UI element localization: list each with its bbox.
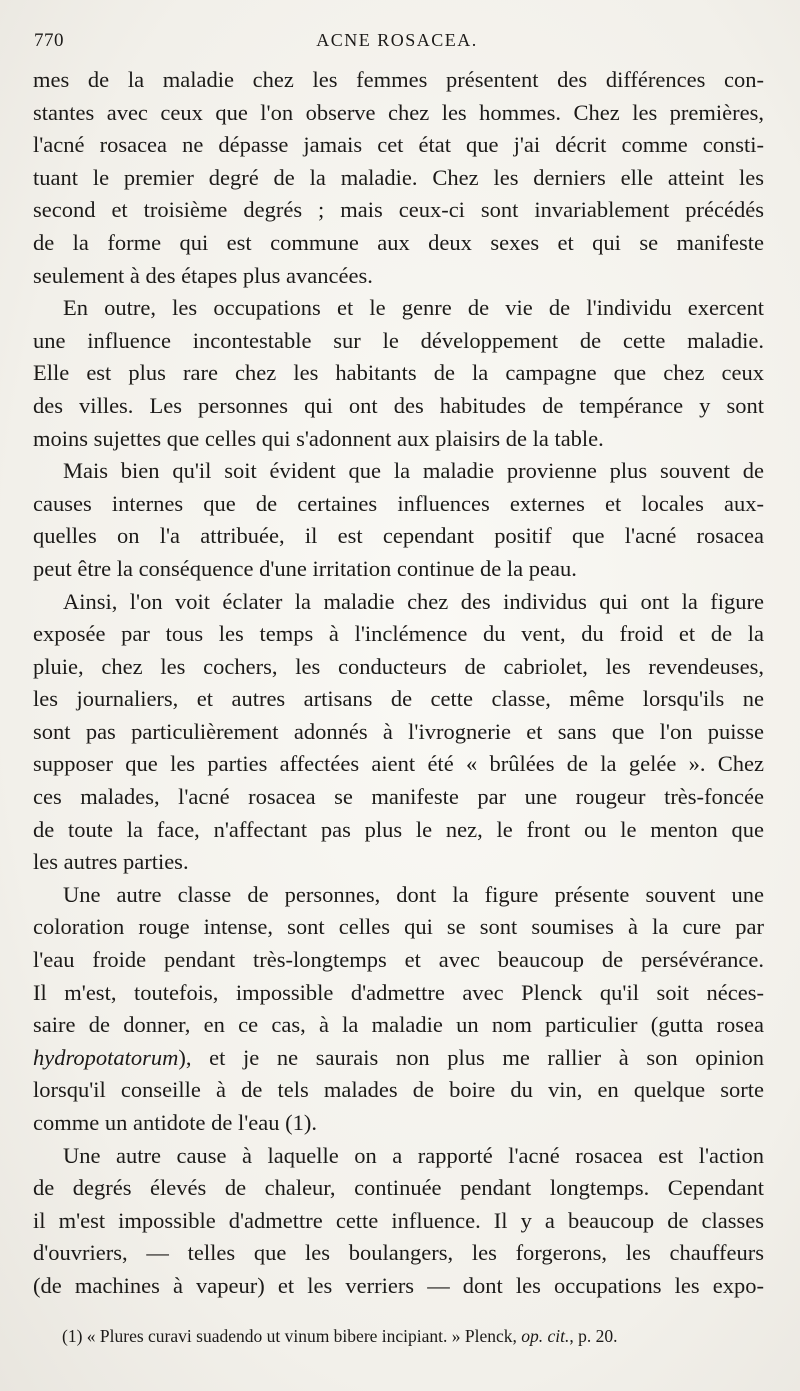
text-line: stantes avec ceux que l'on observe chez les hommes. Chez les premières, xyxy=(33,99,764,125)
text-line: lorsqu'il conseille à de tels malades de boire du vin, en quelque sorte xyxy=(33,1077,764,1103)
footnote-text-end: , p. 20. xyxy=(569,1326,618,1346)
text-line: tuant le premier degré de la maladie. Chez les derniers elle atteint les xyxy=(33,164,764,190)
text-line: causes internes que de certaines influences externes et locales aux- xyxy=(33,490,764,516)
text-line: Mais bien qu'il soit évident que la maladie provienne plus souvent de xyxy=(63,458,764,484)
text-line: de la forme qui est commune aux deux sexes et qui se manifeste xyxy=(33,229,764,255)
text-line: il m'est impossible d'admettre cette influence. Il y a beaucoup de classes xyxy=(33,1207,764,1233)
footnote-text: « Plures curavi suadendo ut vinum bibere incipiant. » Plenck, xyxy=(86,1326,517,1346)
text-line: sont pas particulièrement adonnés à l'ivrognerie et sans que l'on puisse xyxy=(33,718,764,744)
text-line: Une autre classe de personnes, dont la figure présente souvent une xyxy=(63,881,764,907)
page-number: 770 xyxy=(34,30,64,51)
footnote-italic: op. cit. xyxy=(521,1326,570,1346)
text-line: second et troisième degrés ; mais ceux-ci sont invariablement précédés xyxy=(33,197,764,223)
text-line: exposée par tous les temps à l'inclémence du vent, du froid et de la xyxy=(33,621,764,647)
body-text xyxy=(33,64,764,1303)
text-line: peut être la conséquence d'une irritation continue de la peau. xyxy=(33,555,577,581)
text-line: En outre, les occupations et le genre de vie de l'individu exercent xyxy=(63,295,764,321)
footnote-marker: (1) xyxy=(62,1326,83,1346)
text-line: moins sujettes que celles qui s'adonnent aux plaisirs de la table. xyxy=(33,425,604,451)
page-header xyxy=(34,30,760,60)
text-line: Il m'est, toutefois, impossible d'admettre avec Plenck qu'il soit néces- xyxy=(33,979,764,1005)
text-line: supposer que les parties affectées aient été « brûlées de la gelée ». Chez xyxy=(33,751,764,777)
paragraph-3 xyxy=(33,455,764,585)
text-line: saire de donner, en ce cas, à la maladie un nom particulier (gutta rosea xyxy=(33,1012,764,1038)
italic-term: hydropotatorum xyxy=(33,1044,179,1070)
text-line: une influence incontestable sur le développement de cette maladie. xyxy=(33,327,764,353)
paragraph-5 xyxy=(33,879,764,1140)
text-line: les journaliers, et autres artisans de cette classe, même lorsqu'ils ne xyxy=(33,686,764,712)
text-line: (de machines à vapeur) et les verriers — dont les occupations les expo- xyxy=(33,1272,764,1298)
paragraph-6 xyxy=(33,1140,764,1303)
text-line: ces malades, l'acné rosacea se manifeste par une rougeur très-foncée xyxy=(33,784,764,810)
text-line: de degrés élevés de chaleur, continuée pendant longtemps. Cependant xyxy=(33,1175,764,1201)
text-line: l'eau froide pendant très-longtemps et avec beaucoup de persévérance. xyxy=(33,947,764,973)
text-line: des villes. Les personnes qui ont des habitudes de tempérance y sont xyxy=(33,392,764,418)
text-line: les autres parties. xyxy=(33,849,189,875)
text-line-with-italic: hydropotatorum), et je ne saurais non plus me rallier à son opinion xyxy=(33,1044,764,1070)
text-line: comme un antidote de l'eau (1). xyxy=(33,1110,317,1135)
text-line: mes de la maladie chez les femmes présentent des différences con- xyxy=(33,67,764,92)
text-line: de toute la face, n'affectant pas plus le nez, le front ou le menton que xyxy=(33,816,764,842)
text-line: d'ouvriers, — telles que les boulangers, les forgerons, les chauffeurs xyxy=(33,1240,764,1266)
text-line: seulement à des étapes plus avancées. xyxy=(33,262,373,288)
text-line: Ainsi, l'on voit éclater la maladie chez des individus qui ont la figure xyxy=(63,588,764,614)
paragraph-4 xyxy=(33,586,764,879)
running-title: ACNE ROSACEA. xyxy=(316,30,478,50)
text-line: coloration rouge intense, sont celles qui se sont soumises à la cure par xyxy=(33,914,764,940)
footnote xyxy=(62,1326,760,1347)
paragraph-2 xyxy=(33,292,764,455)
paragraph-1 xyxy=(33,64,764,292)
text-line: Elle est plus rare chez les habitants de la campagne que chez ceux xyxy=(33,360,764,386)
text-line: Une autre cause à laquelle on a rapporté l'acné rosacea est l'action xyxy=(63,1142,764,1168)
text-line: quelles on l'a attribuée, il est cependant positif que l'acné rosacea xyxy=(33,523,764,549)
text-line: l'acné rosacea ne dépasse jamais cet état que j'ai décrit comme consti- xyxy=(33,132,764,158)
text-line: pluie, chez les cochers, les conducteurs de cabriolet, les revendeuses, xyxy=(33,653,764,679)
